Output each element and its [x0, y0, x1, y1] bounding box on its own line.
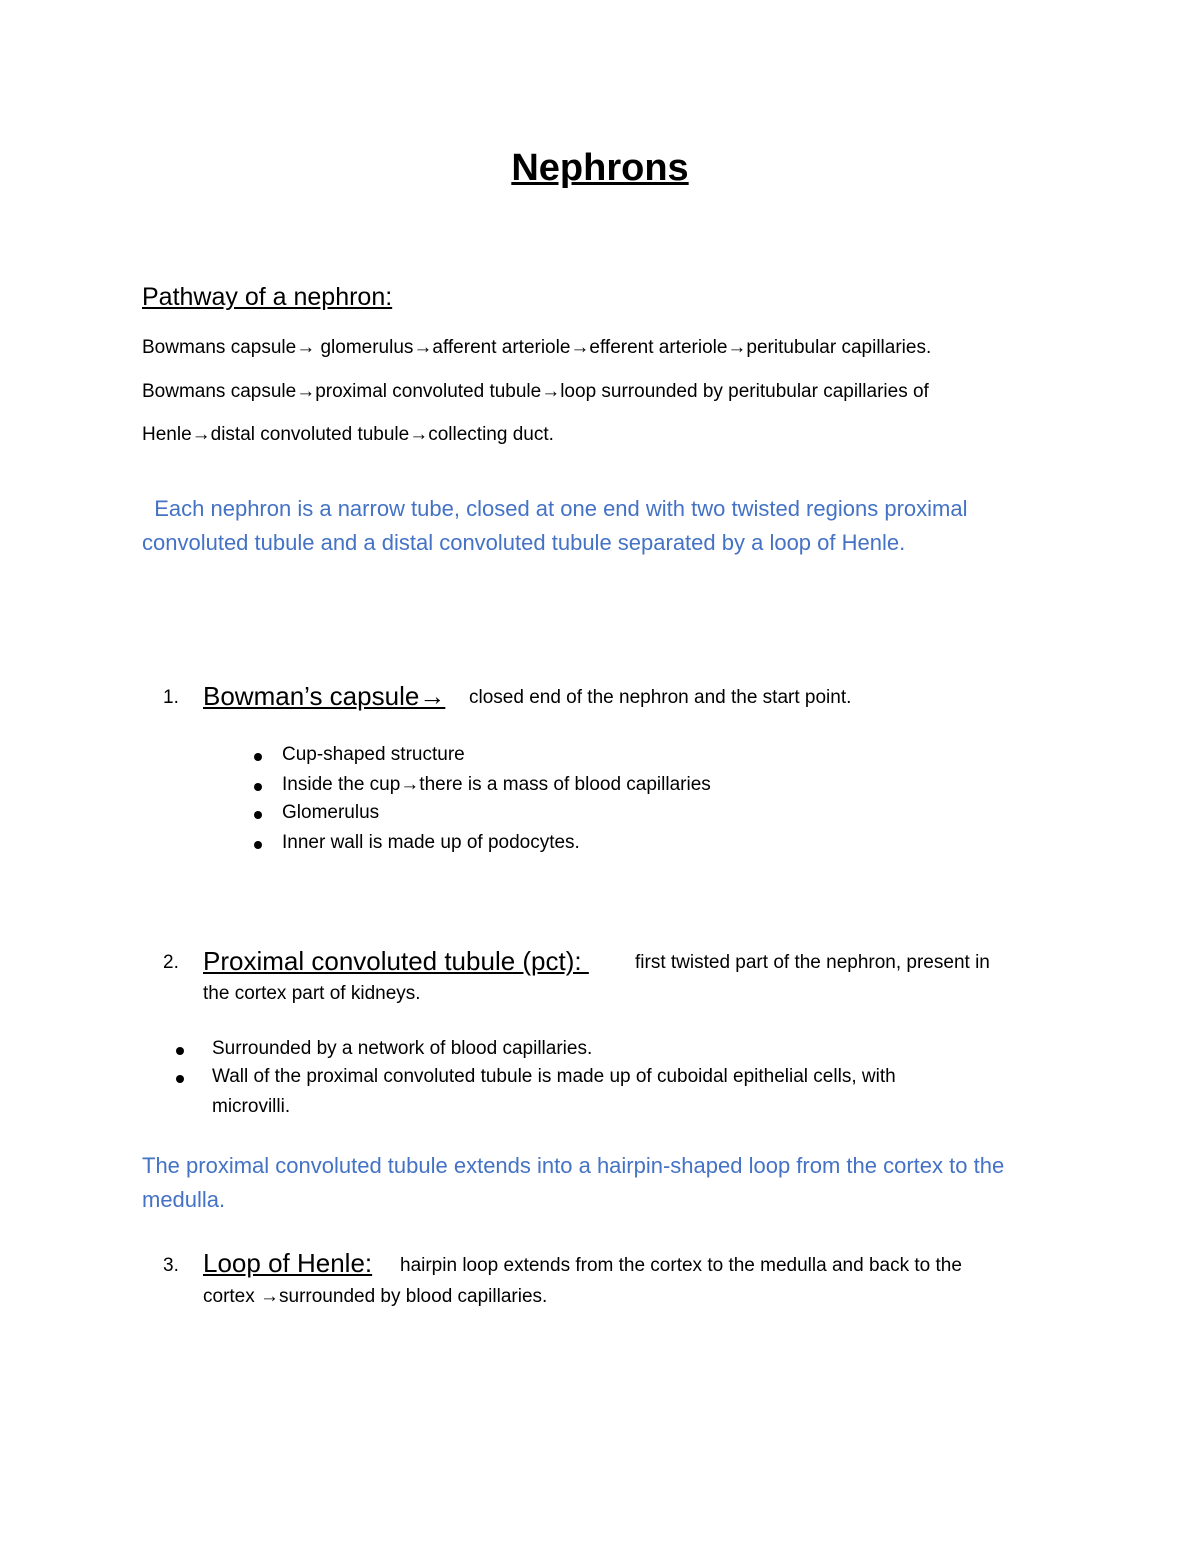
page-title: Nephrons — [511, 147, 689, 189]
bullet-text: microvilli. — [212, 1096, 291, 1117]
bullet-dot — [254, 811, 262, 819]
section-text: closed end of the nephron and the start point. — [469, 687, 852, 708]
bullet-item — [212, 1066, 896, 1088]
bullet-dot — [176, 1075, 184, 1083]
section-text: first twisted part of the nephron, present in — [635, 952, 990, 973]
bullet-item — [282, 744, 465, 766]
bullet-dot — [254, 753, 262, 761]
section-heading: Proximal convoluted tubule (pct): — [203, 946, 589, 976]
bullet-text: Inside the cup→there is a mass of blood capillaries — [282, 774, 711, 795]
section-heading: Loop of Henle: — [203, 1248, 373, 1278]
bullet-item — [282, 832, 580, 854]
bullet-item — [282, 802, 379, 824]
pathway-line: Henle→distal convoluted tubule→collecting duct. — [142, 424, 554, 445]
bullet-item — [282, 774, 711, 796]
pct-paragraph: The proximal convoluted tubule extends into a hairpin-shaped loop from the cortex to the medulla. — [142, 1153, 1005, 1212]
bullet-text: Glomerulus — [282, 802, 380, 823]
pathway-heading: Pathway of a nephron: — [142, 283, 393, 311]
section-continuation: cortex →surrounded by blood capillaries. — [203, 1286, 548, 1307]
section-continuation: the cortex part of kidneys. — [203, 983, 421, 1004]
pathway-line: Bowmans capsule→proximal convoluted tubule→loop surrounded by peritubular capillaries of — [142, 381, 929, 402]
bullet-dot — [176, 1047, 184, 1055]
bullet-continuation — [212, 1096, 290, 1118]
bullet-text: Inner wall is made up of podocytes. — [282, 832, 580, 853]
bullet-dot — [254, 841, 262, 849]
section-heading: Bowman’s capsule→ — [203, 681, 446, 711]
bullet-text: Surrounded by a network of blood capillaries. — [212, 1038, 593, 1059]
section-number: 2. — [163, 952, 179, 973]
bullet-text: Cup-shaped structure — [282, 744, 465, 765]
pathway-line: Bowmans capsule→ glomerulus→afferent arteriole→efferent arteriole→peritubular capillaries. — [142, 337, 932, 358]
intro-paragraph: Each nephron is a narrow tube, closed at one end with two twisted regions proximal convoluted tubule and a distal convoluted tubule separated by a loop of Henle. — [142, 496, 974, 555]
bullet-item — [212, 1038, 592, 1060]
section-text: hairpin loop extends from the cortex to the medulla and back to the — [400, 1255, 962, 1276]
bullet-text: Wall of the proximal convoluted tubule is made up of cuboidal epithelial cells, with — [212, 1066, 896, 1087]
section-number: 1. — [163, 687, 179, 708]
section-number: 3. — [163, 1255, 179, 1276]
bullet-dot — [254, 783, 262, 791]
